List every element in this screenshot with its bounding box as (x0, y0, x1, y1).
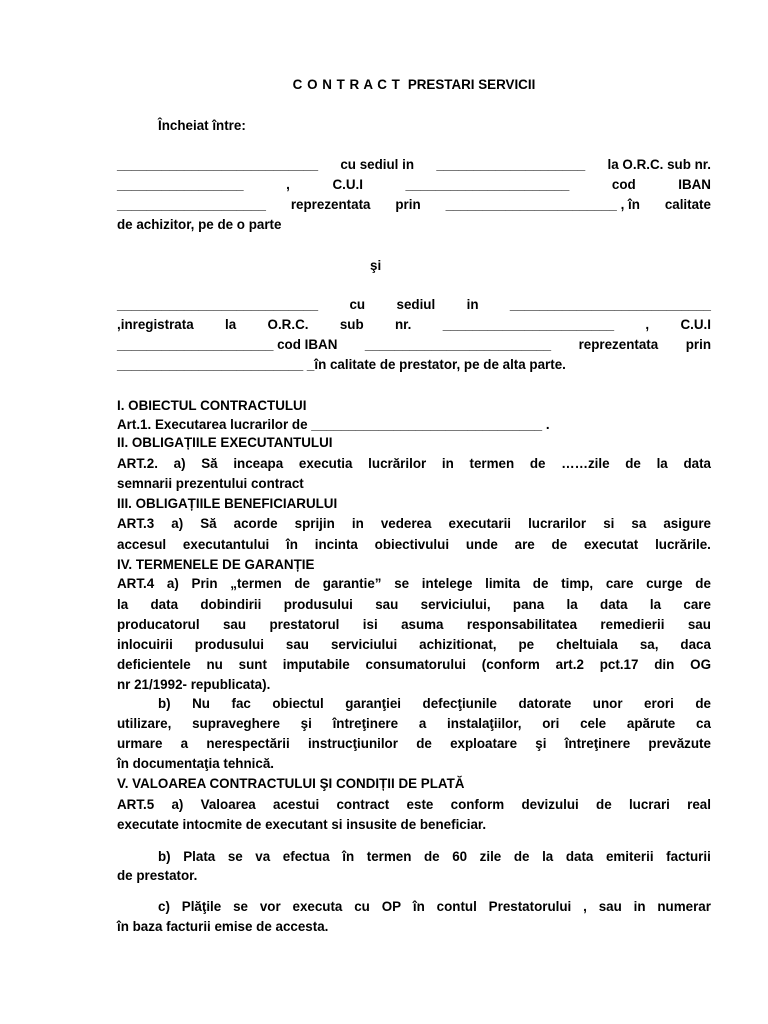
art5b-line2: de prestator. (117, 868, 198, 883)
word: asuma (401, 617, 444, 632)
word: ori (542, 716, 560, 731)
word: de (294, 576, 310, 591)
word: _________________________ (364, 337, 552, 352)
word: sprijin (294, 516, 335, 531)
word: ___________________________ (509, 297, 711, 312)
section4-heading: IV. TERMENELE DE GARANȚIE (117, 557, 315, 572)
word: termen (469, 456, 515, 471)
word: producatorul (117, 617, 200, 632)
word: fac (231, 696, 251, 711)
word: lucrărilor (368, 456, 427, 471)
word: la (566, 597, 578, 612)
art4b-line3 (117, 734, 711, 754)
word: în (286, 537, 298, 552)
word: b) (158, 849, 171, 864)
word: urmare (117, 736, 163, 751)
word: sau (285, 637, 309, 652)
word: intelege (421, 576, 473, 591)
art5c-line2: în baza facturii emise de accesta. (117, 919, 329, 934)
word: de (532, 576, 549, 591)
and-conjunction: şi (370, 258, 382, 273)
party1-line2 (117, 175, 711, 195)
word: cele (580, 716, 607, 731)
word: , (583, 899, 587, 914)
art2-line2: semnarii prezentului contract (117, 476, 304, 491)
word: produsului (194, 637, 264, 652)
word: instalaţiilor, (447, 716, 522, 731)
word: calitate (664, 197, 711, 212)
word: unor (592, 696, 623, 711)
word: care (605, 576, 634, 591)
word: cu sediul in (340, 157, 415, 172)
word: achizitionat, (419, 637, 497, 652)
word: emiterii (605, 849, 654, 864)
word: prin (395, 197, 421, 212)
word: ______________________ (405, 177, 570, 192)
word: Valoarea (200, 797, 256, 812)
word: la O.R.C. sub nr. (607, 157, 711, 172)
word: accesul (117, 537, 167, 552)
word: apărute (626, 716, 676, 731)
word: ART.2. (117, 456, 158, 471)
word: de (625, 456, 641, 471)
word: sa (631, 516, 647, 531)
party2-line2 (117, 315, 711, 335)
word: sediul (396, 297, 436, 312)
word: termen (366, 849, 412, 864)
word: acorde (233, 516, 278, 531)
word: OP (381, 899, 402, 914)
word: Să (201, 456, 218, 471)
word: isi (362, 617, 378, 632)
word: la (117, 597, 129, 612)
word: inceapa (233, 456, 284, 471)
word: şi (535, 736, 547, 751)
word: ART.5 (117, 797, 155, 812)
word: sub (339, 317, 364, 332)
word: deficientele (117, 657, 191, 672)
word: incinta (314, 537, 358, 552)
word: unde (465, 537, 498, 552)
word: inlocuirii (117, 637, 173, 652)
word: contul (436, 899, 477, 914)
word: _______________________ (442, 317, 615, 332)
word: in (351, 516, 364, 531)
word: la (542, 849, 554, 864)
party1-line1 (117, 155, 711, 175)
word: IBAN (678, 177, 711, 192)
section3-heading: III. OBLIGAȚIILE BENEFICIARULUI (117, 496, 338, 511)
art5b-line1 (158, 847, 711, 867)
word: executat (583, 537, 639, 552)
word: limita (485, 576, 521, 591)
word: devizului (521, 797, 579, 812)
party1-line3 (117, 195, 711, 215)
word: în (412, 899, 425, 914)
word: sau (222, 617, 247, 632)
word: c) (158, 899, 170, 914)
word: prevăzute (648, 736, 711, 751)
word: sau (598, 899, 622, 914)
word: a) (173, 456, 186, 471)
word: erori (644, 696, 674, 711)
word: contract (336, 797, 390, 812)
word: pct.17 (599, 657, 639, 672)
word: consumatorului (365, 657, 466, 672)
word: de (551, 537, 568, 552)
art4b-line1 (158, 694, 711, 714)
word: numerar (657, 899, 711, 914)
word: si (603, 516, 615, 531)
word: a) (171, 797, 184, 812)
word: serviciului (330, 637, 398, 652)
word: care (683, 597, 711, 612)
word: Nu (192, 696, 210, 711)
word: vor (259, 899, 281, 914)
word: lucrarilor (528, 516, 587, 531)
word: remedierii (600, 617, 665, 632)
document-title (117, 75, 711, 95)
title-rest: PRESTARI SERVICII (407, 77, 536, 92)
art3-line1 (117, 514, 711, 534)
word: nerespectării (206, 736, 290, 751)
word: garantie” (322, 576, 382, 591)
word: cod (611, 177, 636, 192)
section1-heading: I. OBIECTUL CONTRACTULUI (117, 398, 307, 413)
art4a-line3 (117, 615, 711, 635)
word: cheltuiala (556, 637, 618, 652)
word: Să (200, 516, 217, 531)
word: Plăţile (181, 899, 222, 914)
word: 60 (452, 849, 468, 864)
word: sa, (639, 637, 659, 652)
word: ART.3 (117, 516, 155, 531)
word: „termen (230, 576, 282, 591)
word: lucrările. (655, 537, 711, 552)
word: de (596, 797, 612, 812)
word: datorate (518, 696, 572, 711)
word: asigure (663, 516, 711, 531)
party2-line4: _________________________ _în calitate de prestator, pe de alta parte. (117, 357, 566, 372)
word: la (225, 317, 237, 332)
word: C.U.I (332, 177, 363, 192)
word: ___________________________ (117, 297, 319, 312)
word: în (342, 849, 355, 864)
word: a) (171, 516, 184, 531)
word: a (418, 716, 427, 731)
word: reprezentata (578, 337, 659, 352)
word: produsului (283, 597, 353, 612)
word: are (514, 537, 535, 552)
word: lucrari (628, 797, 670, 812)
word: din (654, 657, 675, 672)
section2-heading: II. OBLIGAȚIILE EXECUTANTULUI (117, 435, 333, 450)
word: ___________________________ (117, 157, 319, 172)
word: de (695, 696, 711, 711)
word: real (687, 797, 711, 812)
word: data (150, 597, 179, 612)
section5-heading: V. VALOAREA CONTRACTULUI ŞI CONDIȚII DE PLATĂ (117, 776, 465, 791)
word: nr. (395, 317, 412, 332)
word: curge (646, 576, 683, 591)
party2-line1 (117, 295, 711, 315)
word: supraveghere (192, 716, 280, 731)
word: b) (158, 696, 171, 711)
art2-line1 (117, 454, 711, 474)
art3-line2 (117, 535, 711, 555)
word: pe (518, 637, 535, 652)
word: in (441, 456, 454, 471)
word: şi (300, 716, 312, 731)
word: facturii (666, 849, 711, 864)
word: executa (292, 899, 343, 914)
word: cu (349, 297, 366, 312)
word: obiectivului (374, 537, 450, 552)
word: , (286, 177, 290, 192)
word: ca (696, 716, 711, 731)
word: dobindirii (200, 597, 262, 612)
word: Prestatorului (488, 899, 572, 914)
word: Plata (183, 849, 216, 864)
word: de (513, 849, 530, 864)
word: zile (479, 849, 502, 864)
word: executia (298, 456, 353, 471)
word: sau (375, 597, 399, 612)
word: nu (206, 657, 223, 672)
word: la (649, 597, 662, 612)
art5a-line1 (117, 795, 711, 815)
word: de (416, 736, 432, 751)
word: executantului (182, 537, 270, 552)
word: sunt (238, 657, 267, 672)
word: reprezentata (290, 197, 371, 212)
art5c-line1 (158, 897, 711, 917)
word: serviciului, (420, 597, 491, 612)
art4b-line4: în documentaţia tehnică. (117, 756, 274, 771)
word: (conform (481, 657, 540, 672)
art4a-line2 (117, 595, 711, 615)
word: a (180, 736, 189, 751)
word: conform (450, 797, 505, 812)
word: daca (680, 637, 711, 652)
word: Prin (191, 576, 218, 591)
word: executarii (448, 516, 512, 531)
word: va (255, 849, 271, 864)
word: cu (354, 899, 370, 914)
art4a-line6: nr 21/1992- republicata). (117, 677, 271, 692)
word: responsabilitatea (466, 617, 578, 632)
word: de (529, 456, 546, 471)
word: obiectul (272, 696, 324, 711)
word: in (466, 297, 479, 312)
word: ……zile (561, 456, 610, 471)
word: de (695, 576, 711, 591)
word: imputabile (282, 657, 350, 672)
word: , (645, 317, 650, 332)
party2-line3 (117, 335, 711, 355)
word: prin (685, 337, 711, 352)
word: este (406, 797, 434, 812)
word: se (233, 899, 248, 914)
word: sau (687, 617, 711, 632)
art5a-line2: executate intocmite de executant si insusite de beneficiar. (117, 817, 487, 832)
word: de (423, 849, 440, 864)
word: efectua (282, 849, 330, 864)
art4a-line1 (117, 574, 711, 594)
word: ____________________ (117, 197, 266, 212)
art4a-line4 (117, 635, 711, 655)
word: utilizare, (117, 716, 172, 731)
word: garanţiei (345, 696, 402, 711)
word: O.R.C. (267, 317, 309, 332)
word: _________________ (117, 177, 244, 192)
art4a-line5 (117, 655, 711, 675)
intro-text: Încheiat între: (158, 118, 246, 133)
word: C.U.I (680, 317, 711, 332)
word: OG (690, 657, 711, 672)
word: prestatorul (269, 617, 340, 632)
word: instrucţiunilor (307, 736, 398, 751)
party1-line4: de achizitor, pe de o parte (117, 217, 282, 232)
word: defecţiunile (422, 696, 497, 711)
word: data (565, 849, 594, 864)
word: _____________________ cod IBAN (117, 337, 338, 352)
word: data (683, 456, 711, 471)
word: exploatare (450, 736, 518, 751)
word: întreţinere (564, 736, 631, 751)
word: ART.4 (117, 576, 155, 591)
word: art.2 (555, 657, 584, 672)
word: vederea (380, 516, 432, 531)
word: se (394, 576, 410, 591)
word: _______________________ , în (445, 197, 640, 212)
word: in (633, 899, 646, 914)
word: a) (166, 576, 179, 591)
word: ,inregistrata (117, 317, 194, 332)
word: data (600, 597, 628, 612)
word: întreţinere (332, 716, 399, 731)
word: se (227, 849, 243, 864)
word: timp, (561, 576, 594, 591)
art4b-line2 (117, 714, 711, 734)
title-spaced: C O N T R A C T (292, 77, 401, 92)
art1-text: Art.1. Executarea lucrarilor de _______________________________ . (117, 417, 550, 432)
word: la (656, 456, 668, 471)
word: pana (512, 597, 545, 612)
word: acestui (273, 797, 320, 812)
word: ____________________ (436, 157, 586, 172)
